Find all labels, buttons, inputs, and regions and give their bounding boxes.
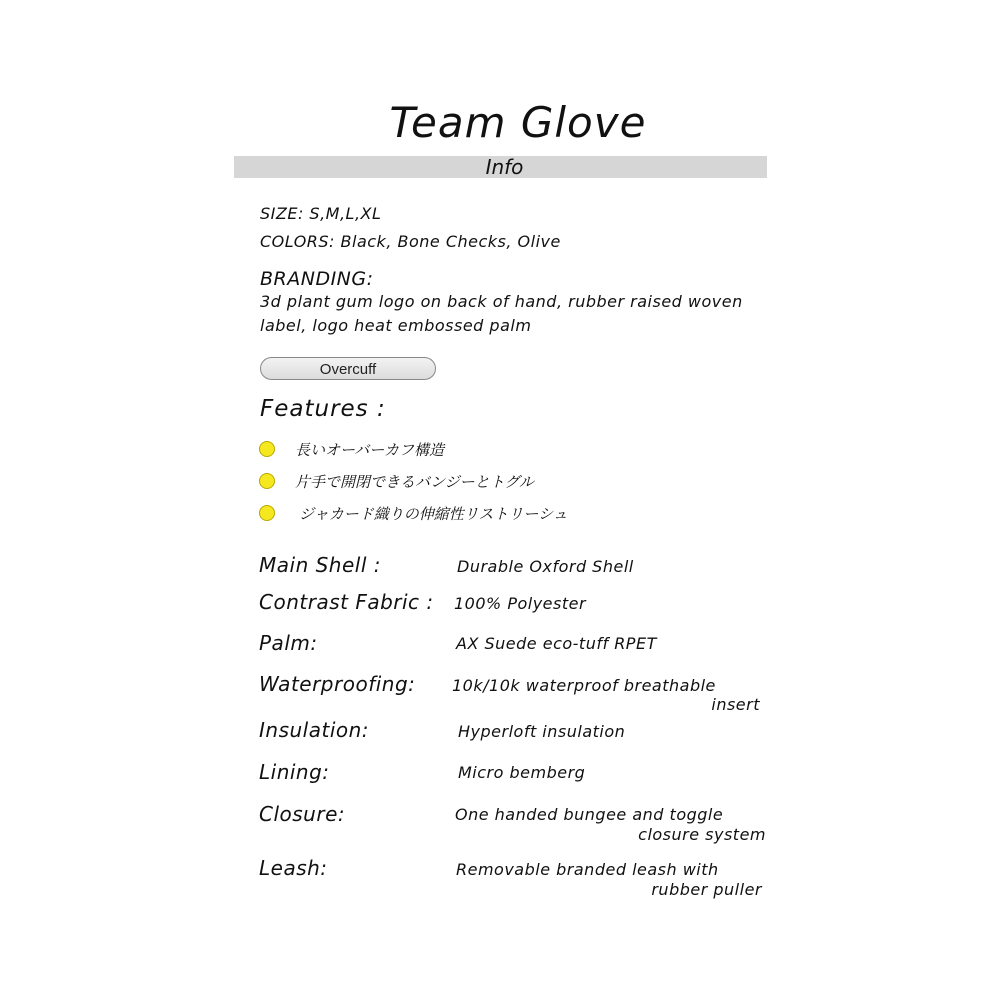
page-title: Team Glove: [389, 98, 647, 147]
colors-line: COLORS: Black, Bone Checks, Olive: [260, 232, 561, 251]
bullet-dot-icon: [259, 441, 275, 457]
spec-label-waterproofing: Waterproofing:: [259, 672, 416, 696]
branding-heading: BRANDING:: [260, 268, 374, 290]
feature-item: [259, 470, 534, 492]
spec-value-palm: AX Suede eco-tuff RPET: [456, 634, 657, 653]
features-heading: Features :: [260, 396, 386, 422]
spec-value-leash-line2: rubber puller: [651, 880, 762, 899]
overcuff-button[interactable]: Overcuff: [260, 357, 436, 380]
spec-label-main-shell: Main Shell :: [259, 553, 381, 577]
info-label: Info: [485, 155, 524, 179]
spec-value-main-shell: Durable Oxford Shell: [457, 557, 634, 576]
feature-item: [259, 502, 568, 524]
size-line: SIZE: S,M,L,XL: [260, 204, 382, 223]
spec-value-leash: Removable branded leash with: [456, 860, 719, 879]
spec-value-closure: One handed bungee and toggle: [455, 805, 724, 824]
spec-value-closure-line2: closure system: [638, 825, 766, 844]
feature-text: 片手で開閉できるバンジーとトグル: [295, 472, 534, 491]
bullet-dot-icon: [259, 505, 275, 521]
spec-label-contrast-fabric: Contrast Fabric :: [259, 590, 434, 614]
feature-item: [259, 438, 444, 460]
spec-label-palm: Palm:: [259, 631, 318, 655]
feature-text: ジャカード織りの伸縮性リストリーシュ: [299, 504, 568, 523]
spec-label-lining: Lining:: [259, 760, 330, 784]
spec-value-insulation: Hyperloft insulation: [458, 722, 626, 741]
spec-label-insulation: Insulation:: [259, 718, 370, 742]
spec-value-lining: Micro bemberg: [458, 763, 586, 782]
spec-value-waterproofing: 10k/10k waterproof breathable: [452, 676, 716, 695]
spec-value-contrast-fabric: 100% Polyester: [454, 594, 587, 613]
feature-text: 長いオーバーカフ構造: [295, 440, 444, 459]
spec-value-waterproofing-line2: insert: [711, 695, 760, 714]
branding-text: 3d plant gum logo on back of hand, rubber raised woven label, logo heat embossed palm: [260, 292, 743, 335]
spec-label-closure: Closure:: [259, 802, 346, 826]
spec-label-leash: Leash:: [259, 856, 328, 880]
bullet-dot-icon: [259, 473, 275, 489]
